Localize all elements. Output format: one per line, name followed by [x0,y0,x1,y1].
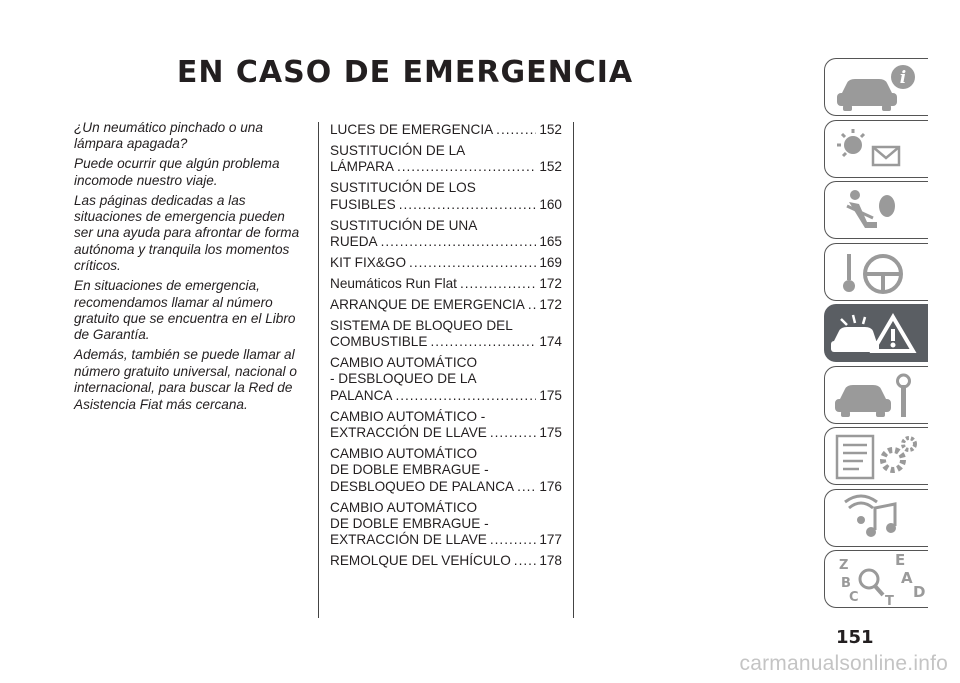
tab-car-info[interactable] [824,58,928,116]
toc-entry-title: DESBLOQUEO DE PALANCA [330,478,515,494]
toc-page-number: 152 [539,122,562,137]
tab-safety[interactable] [824,181,928,239]
toc-entry-title: CAMBIO AUTOMÁTICO [330,499,478,515]
toc-entry-title: REMOLQUE DEL VEHÍCULO [330,553,511,569]
svg-text:i: i [899,68,907,88]
tab-lights-messages[interactable] [824,120,928,178]
specs-gear-icon [825,428,929,486]
index-letter: Z [839,558,849,573]
toc-page-number: 177 [539,532,562,548]
toc-entry[interactable] [330,218,562,251]
toc-entry-title: EXTRACCIÓN DE LLAVE [330,425,487,440]
toc-leader-dots [490,532,536,548]
toc-entry-title: FUSIBLES [330,196,396,212]
toc-page-number: 176 [539,478,562,494]
toc-leader-dots [430,334,536,350]
toc-entry-title: DE DOBLE EMBRAGUE - [330,516,489,532]
toc-entry-title: CAMBIO AUTOMÁTICO - [330,408,486,424]
index-letter: T [885,594,894,609]
tab-starting-driving[interactable] [824,243,928,301]
tab-index[interactable] [824,550,928,608]
table-of-contents [330,122,562,574]
toc-entry-title: SUSTITUCIÓN DE UNA [330,217,478,233]
intro-paragraph: Además, también se puede llamar al número gratuito universal, nacional o internacional, para buscar la Red de Asistencia Fiat más cercana. [74,347,297,412]
index-letter: B [841,576,851,591]
page-title: EN CASO DE EMERGENCIA [176,55,634,90]
toc-entry-title: DE DOBLE EMBRAGUE - [330,462,489,478]
tab-emergency[interactable] [824,304,928,362]
toc-leader-dots [490,425,536,441]
column-divider [573,122,574,618]
tab-maintenance[interactable] [824,366,928,424]
alphabetical-index-icon [825,551,929,609]
car-wrench-icon [825,367,929,425]
intro-paragraph: Puede ocurrir que algún problema incomode nuestro viaje. [74,156,280,188]
light-message-icon [825,121,929,179]
index-letter: A [901,569,913,587]
toc-entry-title: CAMBIO AUTOMÁTICO [330,445,478,461]
toc-leader-dots [460,276,536,292]
seat-airbag-icon [825,182,929,240]
toc-entry[interactable] [330,553,562,569]
toc-leader-dots [399,197,537,213]
toc-entry[interactable] [330,500,562,549]
toc-page-number: 175 [539,425,562,440]
toc-page-number: 175 [539,387,562,403]
toc-entry-title: SISTEMA DE BLOQUEO DEL [330,317,513,333]
toc-entry[interactable] [330,255,562,271]
toc-leader-dots [381,234,537,250]
toc-entry-title: RUEDA [330,233,378,249]
toc-leader-dots [496,122,536,138]
car-info-icon [825,59,929,117]
toc-entry-title: KIT FIX&GO [330,254,407,270]
toc-entry-title: Neumáticos Run Flat [330,275,457,291]
toc-entry-title: LUCES DE EMERGENCIA [330,122,494,137]
toc-leader-dots [409,255,536,271]
toc-leader-dots [514,553,537,569]
toc-leader-dots [528,297,536,313]
toc-entry-title: LÁMPARA [330,159,394,175]
toc-entry-title: COMBUSTIBLE [330,333,428,349]
column-divider [318,122,319,618]
section-tabs [824,58,930,612]
toc-page-number: 178 [539,553,562,569]
toc-entry-title: - DESBLOQUEO DE LA [330,371,477,387]
toc-page-number: 165 [539,233,562,249]
toc-entry-title: CAMBIO AUTOMÁTICO [330,354,478,370]
toc-entry[interactable] [330,180,562,213]
toc-page-number: 169 [539,254,562,270]
breakdown-warning-icon [825,305,929,363]
intro-paragraph: ¿Un neumático pinchado o una lámpara apagada? [74,120,263,152]
intro-paragraph: En situaciones de emergencia, recomendamos llamar al número gratuito que se encuentra en el Libro de Garantía. [74,278,296,343]
toc-entry-title: PALANCA [330,387,393,403]
toc-entry-title: ARRANQUE DE EMERGENCIA [330,296,525,312]
tab-technical-data[interactable] [824,427,928,485]
toc-entry[interactable] [330,355,562,404]
multimedia-music-icon [825,490,929,548]
index-letter: D [913,583,926,601]
toc-page-number: 172 [539,296,562,312]
toc-leader-dots [517,479,536,495]
page-number: 151 [836,627,874,648]
toc-entry[interactable] [330,122,562,138]
toc-entry[interactable] [330,143,562,176]
toc-page-number: 172 [539,275,562,291]
intro-paragraph: Las páginas dedicadas a las situaciones de emergencia pueden ser una ayuda para afrontar de forma autónoma y tranquila los momentos críticos. [74,192,300,274]
key-steering-wheel-icon [825,244,929,302]
toc-entry[interactable] [330,409,562,442]
tab-multimedia[interactable] [824,489,928,547]
toc-entry[interactable] [330,318,562,351]
toc-entry-title: SUSTITUCIÓN DE LA [330,142,466,158]
intro-text [74,120,304,416]
toc-entry-title: EXTRACCIÓN DE LLAVE [330,532,487,548]
watermark: carmanualsonline.info [739,652,948,675]
index-letter: E [895,551,906,569]
toc-leader-dots [397,159,536,175]
toc-entry[interactable] [330,446,562,495]
toc-entry-title: SUSTITUCIÓN DE LOS [330,180,476,196]
toc-page-number: 152 [539,159,562,175]
toc-page-number: 160 [539,196,562,212]
toc-entry[interactable] [330,297,562,313]
toc-leader-dots [395,388,536,404]
index-letter: C [849,590,859,605]
toc-page-number: 174 [539,333,562,349]
toc-entry[interactable] [330,276,562,292]
